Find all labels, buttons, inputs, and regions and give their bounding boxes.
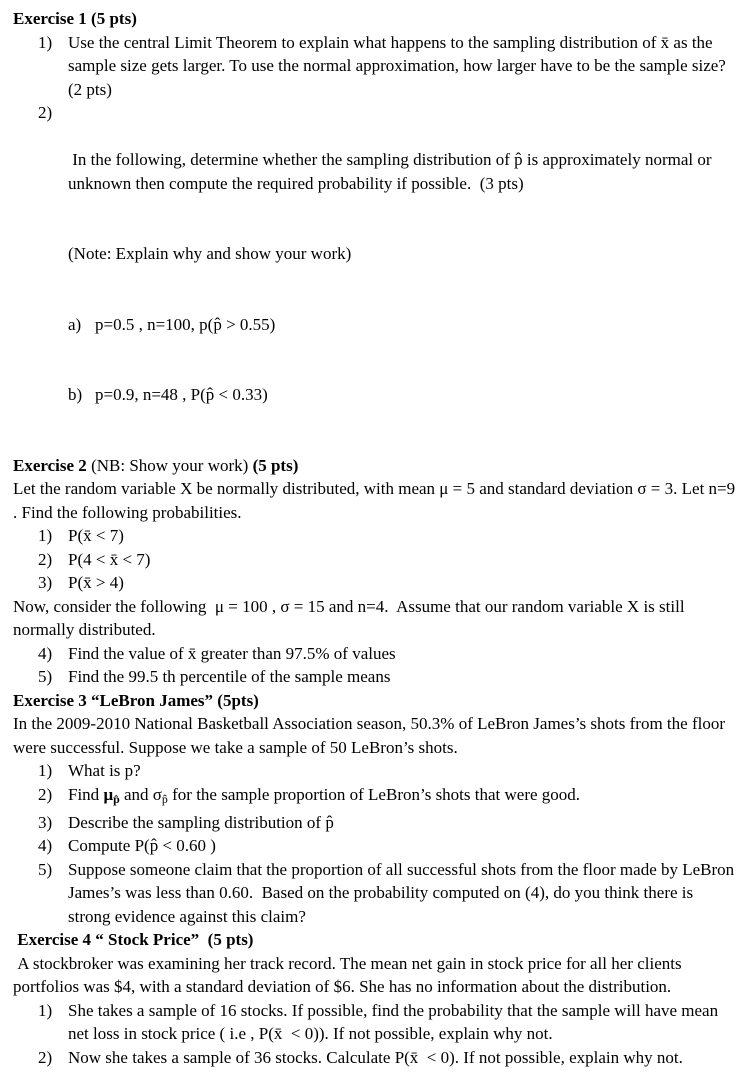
exercise-2-middle: Now, consider the following μ = 100 , σ = 15 and n=4. Assume that our random variable X is still normally distributed. — [13, 596, 689, 639]
heading-note: (NB: Show your work) — [91, 455, 253, 475]
item-number: 5) — [38, 667, 53, 686]
heading-text: Exercise 2 — [13, 455, 92, 475]
item-text: Suppose someone claim that the proportion of all successful shots from the floor made by LeBron James’s was less than 0.60. Based on the probability computed on (4), do you think there is strong evidence against this claim? — [68, 859, 739, 926]
item-text: P(x̄ < 7) — [68, 526, 124, 545]
item-text: Compute P(p̂ < 0.60 ) — [68, 836, 216, 856]
item-number: 1) — [38, 526, 53, 545]
item-text: P(4 < x̄ < 7) — [68, 549, 151, 569]
item-text: Find the 99.5 th percentile of the sample means — [68, 667, 391, 686]
exercise-2-intro: Let the random variable X be normally distributed, with mean μ = 5 and standard deviation σ = 3. Let n=9 . Find the following probabilities. — [13, 479, 740, 522]
exercise-2-item-1 — [13, 524, 736, 548]
item-text: p=0.5 , n=100, p(p̂ > 0.55) — [95, 314, 276, 334]
item-text: She takes a sample of 16 stocks. If possible, find the probability that the sample will have mean net loss in stock price ( i.e , P(x̄ < 0)). If not possible, explain why not. — [68, 1000, 723, 1044]
item-text-mid: and — [119, 784, 153, 804]
exercise-3-item-3 — [13, 811, 736, 835]
item-number: 3) — [38, 573, 53, 592]
item-text: Find the value of x̄ greater than 97.5% of values — [68, 643, 396, 663]
exercise-1-item-2 — [13, 101, 736, 454]
item-text-prefix: Find — [68, 784, 104, 804]
item-number: 1) — [38, 1000, 53, 1020]
sigma-subscript: p̂ — [161, 791, 168, 806]
exercise-1-sub-item-a — [68, 313, 736, 337]
item-text: Now she takes a sample of 36 stocks. Calculate P(x̄ < 0). If not possible, explain why not. — [68, 1047, 683, 1067]
item-number: b) — [68, 385, 83, 404]
mu-phat-symbol — [103, 785, 119, 804]
item-number: 2) — [38, 1047, 53, 1067]
item-number: 2) — [38, 784, 53, 804]
exercise-4-intro: A stockbroker was examining her track record. The mean net gain in stock price for all her clients portfolios was $4, with a standard deviation of $6. She has no information about the distribution. — [13, 953, 686, 997]
item-number: 3) — [38, 812, 53, 832]
exercise-3-item-4 — [13, 834, 736, 858]
exercise-3-section — [13, 689, 739, 929]
item-number: a) — [68, 314, 82, 334]
exercise-1-sub-item-b — [68, 383, 736, 407]
exercise-1-item-1 — [13, 31, 736, 102]
exercise-4-item-2 — [13, 1046, 736, 1070]
exercise-2-section — [13, 454, 740, 689]
item-number: 2) — [38, 103, 53, 122]
item-text: P(x̄ > 4) — [68, 573, 124, 592]
exercise-2-item-4 — [13, 642, 736, 666]
exercise-3-item-1 — [13, 759, 736, 783]
item-body — [68, 101, 736, 454]
item-text: In the following, determine whether the sampling distribution of p̂ is approximately normal or unknown then compute the required probability if possible. (3 pts) — [68, 150, 716, 193]
item-text: Use the central Limit Theorem to explain what happens to the sampling distribution of x̄ as the sample size gets larger. To use the normal approximation, how larger have to be the sample size? (2 pts) — [68, 32, 731, 99]
item-number: 4) — [38, 643, 53, 663]
item-number: 1) — [38, 32, 53, 52]
item-number: 1) — [38, 761, 53, 780]
exercise-2-item-3 — [13, 571, 736, 595]
exercise-1-heading: Exercise 1 (5 pts) — [13, 9, 137, 28]
item-number: 4) — [38, 836, 53, 856]
sigma-symbol: σ — [152, 784, 162, 804]
exercise-3-item-5 — [13, 858, 739, 929]
exercise-4-heading: Exercise 4 “ Stock Price” (5 pts) — [13, 930, 254, 950]
item-text: Describe the sampling distribution of p̂ — [68, 812, 334, 832]
item-text-suffix: for the sample proportion of LeBron’s shots that were good. — [167, 784, 581, 804]
exercise-3-heading: Exercise 3 “LeBron James” (5pts) — [13, 690, 259, 710]
exercise-4-item-1 — [13, 999, 736, 1046]
item-text — [68, 783, 736, 811]
sigma-phat-symbol — [153, 785, 168, 804]
mu-symbol: μ — [103, 784, 114, 804]
mu-subscript: p̂ — [113, 791, 120, 806]
heading-points: (5 pts) — [252, 455, 299, 475]
exercise-2-heading — [13, 454, 736, 478]
item-text: p=0.9, n=48 , P(p̂ < 0.33) — [95, 385, 268, 404]
note-text: (Note: Explain why and show your work) — [68, 244, 352, 263]
exercise-1-section — [13, 7, 736, 454]
item-text: What is p? — [68, 761, 141, 780]
item-number: 2) — [38, 549, 53, 569]
exercise-3-intro: In the 2009-2010 National Basketball Association season, 50.3% of LeBron James’s shots from the floor were successful. Suppose we take a sample of 50 LeBron’s shots. — [13, 714, 730, 757]
exercise-2-item-2 — [13, 548, 736, 572]
exercise-3-item-2 — [13, 783, 736, 811]
exercise-2-item-5 — [13, 665, 736, 689]
item-number: 5) — [38, 859, 53, 879]
exercise-4-section — [13, 928, 736, 1069]
